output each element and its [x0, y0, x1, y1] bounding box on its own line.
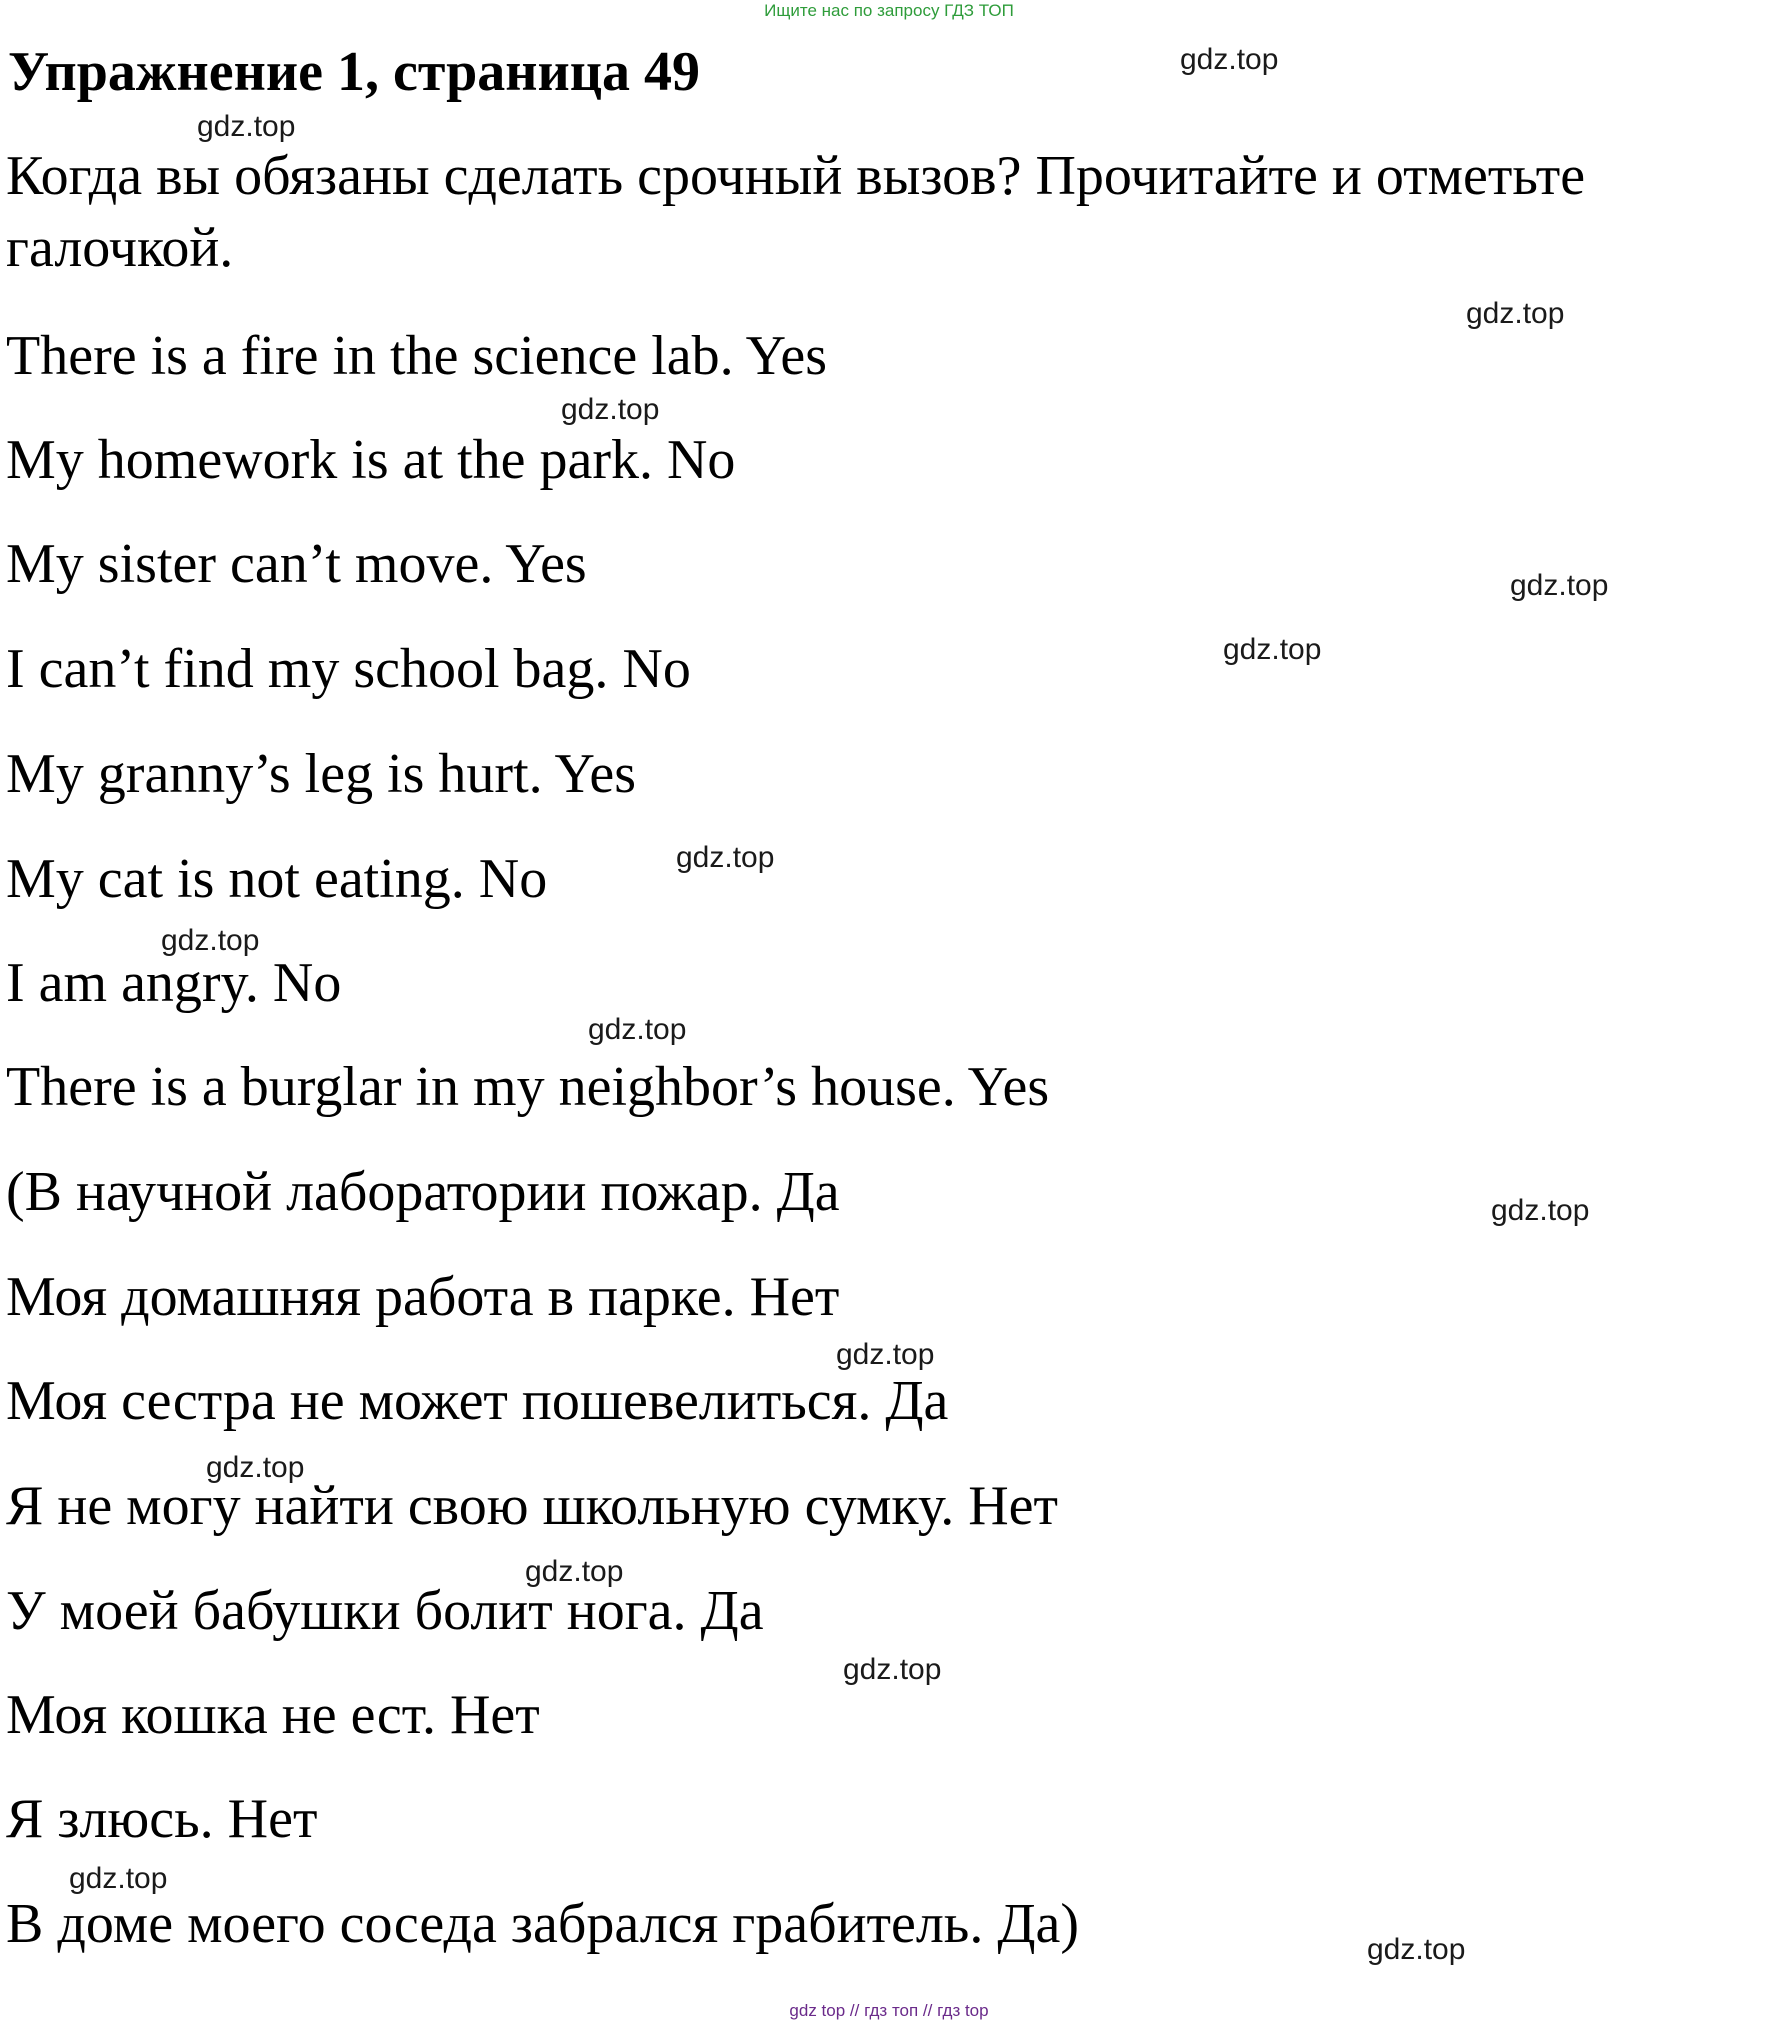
watermark: gdz.top — [676, 841, 775, 874]
watermark: gdz.top — [161, 924, 260, 957]
watermark: gdz.top — [1510, 569, 1609, 602]
english-line-6: My cat is not eating. No — [6, 848, 548, 910]
task-text: Когда вы обязаны сделать срочный вызов? Прочитайте и отметьте галочкой. — [6, 145, 1586, 279]
english-line-1: There is a fire in the science lab. Yes — [6, 325, 828, 387]
watermark: gdz.top — [1367, 1933, 1466, 1966]
watermark: gdz.top — [525, 1555, 624, 1588]
watermark: gdz.top — [1180, 43, 1279, 76]
watermark: gdz.top — [69, 1862, 168, 1895]
english-line-3: My sister can’t move. Yes — [6, 533, 587, 595]
watermark: gdz.top — [561, 393, 660, 426]
watermark: gdz.top — [588, 1013, 687, 1046]
english-line-7: I am angry. No — [6, 952, 342, 1014]
footer: gdz top // гдз топ // гдз top — [789, 2001, 989, 2020]
top-banner: Ищите нас по запросу ГДЗ ТОП — [764, 1, 1014, 20]
english-line-8: There is a burglar in my neighbor’s house. Yes — [6, 1056, 1050, 1118]
russian-line-5: У моей бабушки болит нога. Да — [6, 1580, 764, 1642]
russian-line-6: Моя кошка не ест. Нет — [6, 1684, 540, 1746]
watermark: gdz.top — [836, 1338, 935, 1371]
watermark: gdz.top — [1223, 633, 1322, 666]
watermark: gdz.top — [1466, 297, 1565, 330]
english-line-5: My granny’s leg is hurt. Yes — [6, 743, 637, 805]
english-line-4: I can’t find my school bag. No — [6, 638, 691, 700]
english-line-2: My homework is at the park. No — [6, 429, 736, 491]
watermark: gdz.top — [1491, 1194, 1590, 1227]
watermark: gdz.top — [197, 110, 296, 143]
russian-line-4: Я не могу найти свою школьную сумку. Нет — [6, 1475, 1058, 1537]
russian-line-3: Моя сестра не может пошевелиться. Да — [6, 1370, 949, 1432]
page-title: Упражнение 1, страница 49 — [8, 41, 701, 103]
russian-line-2: Моя домашняя работа в парке. Нет — [6, 1266, 840, 1328]
watermark: gdz.top — [843, 1653, 942, 1686]
russian-line-1: (В научной лаборатории пожар. Да — [6, 1161, 840, 1223]
watermark: gdz.top — [206, 1451, 305, 1484]
russian-line-8: В доме моего соседа забрался грабитель. Да) — [6, 1893, 1080, 1955]
russian-line-7: Я злюсь. Нет — [6, 1788, 318, 1850]
